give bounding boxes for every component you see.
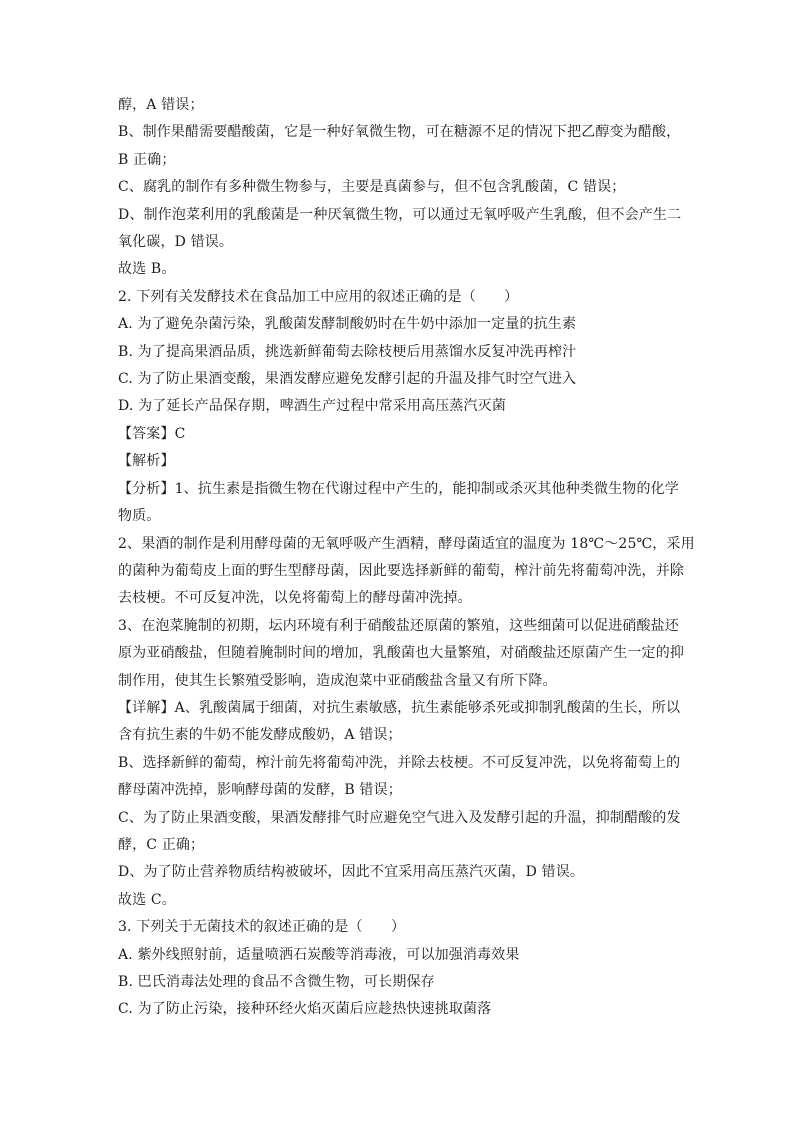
text-line: D、制作泡菜利用的乳酸菌是一种厌氧微生物，可以通过无氧呼吸产生乳酸，但不会产生二	[118, 206, 682, 223]
question-3-option-c: C. 为了防止污染，接种环经火焰灭菌后应趁热快速挑取菌落	[118, 1001, 492, 1018]
question-2-option-a: A. 为了避免杂菌污染，乳酸菌发酵制酸奶时在牛奶中添加一定量的抗生素	[118, 316, 577, 333]
text-line: 3、在泡菜腌制的初期，坛内环境有利于硝酸盐还原菌的繁殖，这些细菌可以促进硝酸盐还	[118, 617, 679, 634]
text-line: C、为了防止果酒变酸，果酒发酵排气时应避免空气进入及发酵引起的升温，抑制醋酸的发	[118, 809, 681, 826]
question-2-stem: 2. 下列有关发酵技术在食品加工中应用的叙述正确的是（ ）	[118, 288, 519, 305]
text-line: 原为亚硝酸盐，但随着腌制时间的增加，乳酸菌也大量繁殖，对硝酸盐还原菌产生一定的抑	[118, 645, 684, 662]
text-line: B、选择新鲜的葡萄，榨汁前先将葡萄冲洗，并除去枝梗。不可反复冲洗，以免将葡萄上的	[118, 754, 681, 771]
text-line: 2、果酒的制作是利用酵母菌的无氧呼吸产生酒精，酵母菌适宜的温度为 18℃～25℃，采用	[118, 535, 695, 552]
answer-label: 【答案】C	[118, 425, 186, 442]
question-2-option-b: B. 为了提高果酒品质，挑选新鲜葡萄去除枝梗后用蒸馏水反复冲洗再榨汁	[118, 343, 577, 360]
question-3-option-b: B. 巴氏消毒法处理的食品不含微生物，可长期保存	[118, 974, 435, 990]
text-line: 醇，A 错误；	[118, 97, 204, 113]
text-line: 酵，C 正确；	[118, 836, 205, 853]
text-line: 物质。	[118, 508, 161, 525]
text-line: 故选 B。	[118, 261, 176, 278]
question-3-option-a: A. 紫外线照射前，适量喷洒石炭酸等消毒液，可以加强消毒效果	[118, 946, 520, 963]
text-line: D、为了防止营养物质结构被破坏，因此不宜采用高压蒸汽灭菌，D 错误。	[118, 864, 584, 881]
document-page	[118, 92, 695, 1024]
text-line: B 正确；	[118, 151, 176, 168]
question-3-stem: 3. 下列关于无菌技术的叙述正确的是（ ）	[118, 919, 406, 936]
text-line: B、制作果醋需要醋酸菌，它是一种好氧微生物，可在糖源不足的情况下把乙醇变为醋酸，	[118, 124, 681, 141]
question-2-option-d: D. 为了延长产品保存期，啤酒生产过程中常采用高压蒸汽灭菌	[118, 398, 506, 415]
text-line: 的菌种为葡萄皮上面的野生型酵母菌，因此要选择新鲜的葡萄，榨汁前先将葡萄冲洗，并除	[118, 562, 684, 579]
text-line: 氧化碳，D 错误。	[118, 234, 234, 251]
text-line: 【详解】A、乳酸菌属于细菌，对抗生素敏感，抗生素能够杀死或抑制乳酸菌的生长，所以	[118, 699, 681, 716]
text-line: 故选 C。	[118, 891, 176, 908]
text-line: C、腐乳的制作有多种微生物参与，主要是真菌参与，但不包含乳酸菌，C 错误；	[118, 179, 626, 196]
text-line: 含有抗生素的牛奶不能发酵成酸奶，A 错误；	[118, 727, 402, 744]
question-2-option-c: C. 为了防止果酒变酸，果酒发酵应避免发酵引起的升温及排气时空气进入	[118, 371, 577, 388]
text-line: 酵母菌冲洗掉，影响酵母菌的发酵，B 错误；	[118, 782, 402, 799]
text-line: 去枝梗。不可反复冲洗，以免将葡萄上的酵母菌冲洗掉。	[118, 590, 472, 607]
text-line: 制作用，使其生长繁殖受影响，造成泡菜中亚硝酸盐含量又有所下降。	[118, 672, 557, 689]
analysis-label: 【解析】	[118, 453, 175, 470]
text-line: 【分析】1、抗生素是指微生物在代谢过程中产生的，能抑制或杀灭其他种类微生物的化学	[118, 480, 679, 497]
